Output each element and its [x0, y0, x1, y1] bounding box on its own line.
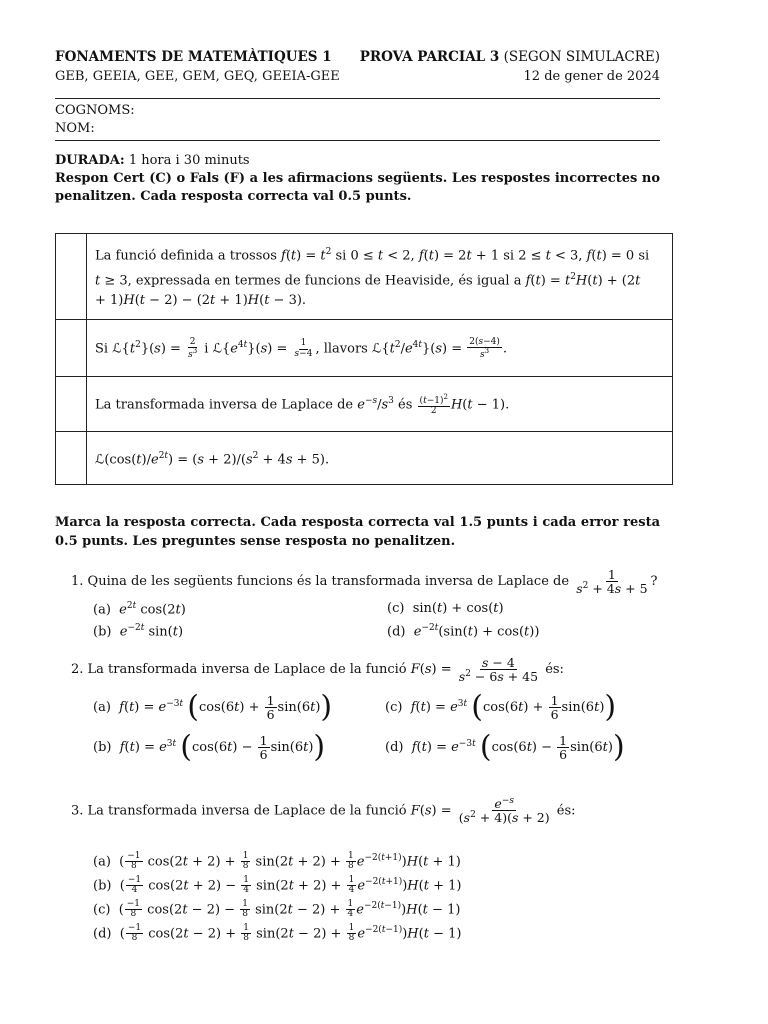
tf-row: [56, 377, 672, 432]
question-2: 2. La transformada inversa de Laplace de la funció F(s) = $\frac{s - 4}{s^2 - 6s + 45}$ és:: [71, 655, 564, 685]
exam-page: [55, 0, 660, 1024]
option-2c[interactable]: (c) $f(t) = e^{3t}$ (cos(6t) + $\frac{1}{6}$ sin(6t)): [385, 689, 617, 725]
option-3b[interactable]: (b) ( $\frac{-1}{4}$ cos(2t + 2) − $\frac{1}{4}$ sin(2t + 2) + $\frac{1}{4}$ $e^{-2(t+1)})H(t + 1)$: [93, 875, 462, 896]
tf-row: [56, 432, 672, 484]
tf-statement-2: Si $ℒ\{t^2\}(s)$ = $\frac{2}{s^3}$ i $ℒ\{e^{4t}\}(s)$ = $\frac{1}{s-4}$ , llavors $ℒ\{t^2/e^{4t}\}(s)$ = $\frac{2(s-4)}{s^3}$ .: [95, 336, 508, 361]
course-title: FONAMENTS DE MATEMÀTIQUES 1: [55, 49, 332, 65]
option-1b[interactable]: (b) $e^{-2t}$ sin(t): [93, 623, 184, 640]
option-2b[interactable]: (b) $f(t) = e^{3t}$ (cos(6t) − $\frac{1}{6}$ sin(6t)): [93, 729, 326, 765]
tf-statement-4: $ℒ(\cos(t)/e^{2t}) = (s + 2)/(s^2 + 4s + 5)$.: [95, 450, 330, 468]
exam-title-rest: (SEGON SIMULACRE): [503, 49, 660, 65]
option-3a[interactable]: (a) ( $\frac{-1}{8}$ cos(2t + 2) + $\frac{1}{8}$ sin(2t + 2) + $\frac{1}{8}$ $e^{-2(t+1)})H(t + 1)$: [93, 851, 461, 872]
answer-cell[interactable]: [56, 320, 87, 376]
option-2d[interactable]: (d) $f(t) = e^{-3t}$ (cos(6t) − $\frac{1}{6}$ sin(6t)): [385, 729, 625, 765]
question-1: 1. Quina de les següents funcions és la transformada inversa de Laplace de $\frac{1}{s^2 + 4s + 5}$ ?: [71, 567, 658, 597]
exam-title: [360, 49, 660, 65]
tf-row: [56, 234, 672, 320]
divider: [55, 98, 660, 99]
tf-statement-3: La transformada inversa de Laplace de $e^{-s}/s^3$ és $\frac{(t-1)^2}{2}$ H(t − 1).: [95, 392, 510, 417]
surname-label: COGNOMS:: [55, 103, 135, 118]
option-3c[interactable]: (c) ( $\frac{-1}{8}$ cos(2t − 2) − $\frac{1}{8}$ sin(2t − 2) + $\frac{1}{4}$ $e^{-2(t-1)})H(t - 1)$: [93, 899, 461, 920]
duration-label: DURADA:: [55, 153, 125, 168]
duration-value: 1 hora i 30 minuts: [128, 153, 250, 168]
exam-title-bold: PROVA PARCIAL 3: [359, 49, 500, 65]
option-1a[interactable]: (a) $e^{2t}$ cos(2t): [93, 601, 186, 618]
groups: GEB, GEEIA, GEE, GEM, GEQ, GEEIA-GEE: [55, 69, 340, 84]
true-false-table: [55, 233, 673, 485]
tf-instructions: Respon Cert (C) o Fals (F) a les afirmacions següents. Les respostes incorrectes no penalitzen. Cada resposta correcta val 0.5 punts.: [55, 171, 660, 204]
option-2a[interactable]: (a) $f(t) = e^{-3t}$ (cos(6t) + $\frac{1}{6}$ sin(6t)): [93, 689, 333, 725]
answer-cell[interactable]: [56, 234, 87, 319]
answer-cell[interactable]: [56, 377, 87, 431]
tf-row: [56, 320, 672, 377]
name-label: NOM:: [55, 121, 95, 136]
divider: [55, 140, 660, 141]
answer-cell[interactable]: [56, 432, 87, 484]
mc-instructions: Marca la resposta correcta. Cada resposta correcta val 1.5 punts i cada error resta 0.5 punts. Les preguntes sense resposta no penalitzen.: [55, 515, 660, 549]
duration: [55, 153, 250, 168]
option-1d[interactable]: (d) $e^{-2t}(\sin(t) + \cos(t))$: [387, 623, 540, 640]
option-3d[interactable]: (d) ( $\frac{-1}{8}$ cos(2t − 2) + $\frac{1}{8}$ sin(2t − 2) + $\frac{1}{8}$ $e^{-2(t-1)})H(t - 1)$: [93, 923, 462, 944]
option-1c[interactable]: (c) sin(t) + cos(t): [387, 601, 504, 616]
question-3: 3. La transformada inversa de Laplace de la funció F(s) = $\frac{e^{-s}}{(s^2 + 4)(s + 2)}$ és:: [71, 796, 576, 826]
tf-statement-1: La funció definida a trossos $f(t) = t^2$ si 0 ≤ t < 2, f(t) = 2t + 1 si 2 ≤ t < 3, f(t) = 0 si t ≥ 3, expressada en termes de funcions de Heaviside, és igual a $f(t) = t^2H(t) + (2t + 1)H(t - 2) - (2t + 1)H(t - 3)$.: [95, 247, 650, 308]
exam-date: 12 de gener de 2024: [523, 69, 660, 84]
